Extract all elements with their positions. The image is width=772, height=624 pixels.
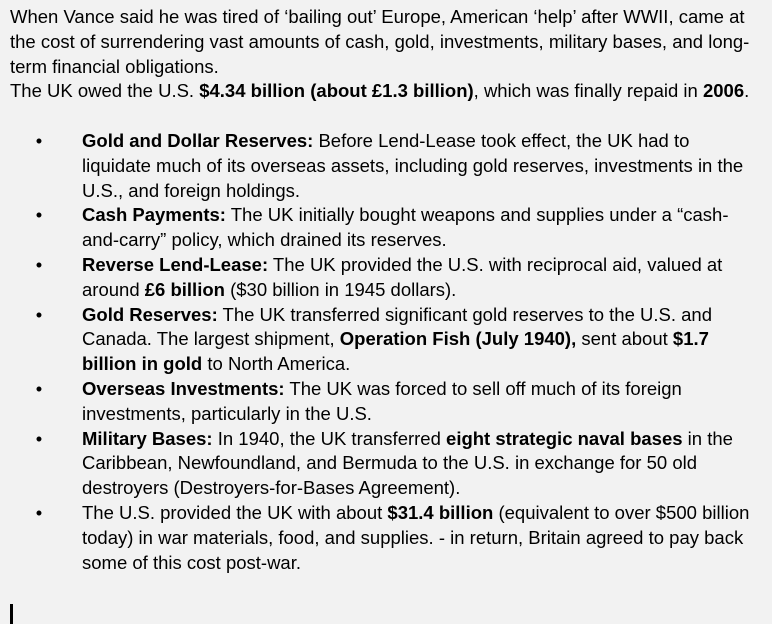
list-item-military-bases: • Military Bases: In 1940, the UK transferred eight strategic naval bases in the Caribbean, Newfoundland, and Bermuda to the U.S. in exchange for 50 old destroyers (Destroyers-for-Bases Agreement). — [35, 427, 733, 499]
bullet-icon: • — [35, 204, 43, 226]
list-item-reverse-lend-lease: • Reverse Lend-Lease: The UK provided the U.S. with reciprocal aid, valued at around £6 billion ($30 billion in 1945 dollars). — [35, 253, 723, 300]
list-item-overseas-investments: • Overseas Investments: The UK was forced to sell off much of its foreign investments, particularly in the U.S. — [35, 377, 682, 424]
intro-paragraph — [10, 5, 762, 104]
bullet-list — [10, 129, 762, 575]
intro-line-uk-debt: The UK owed the U.S. $4.34 billion (about £1.3 billion), which was finally repaid in 2006. — [10, 80, 750, 102]
bullet-icon: • — [35, 253, 43, 275]
bullet-icon: • — [35, 303, 43, 325]
list-item-gold-reserves: • Gold Reserves: The UK transferred significant gold reserves to the U.S. and Canada. The largest shipment, Operation Fish (July 1940), sent about $1.7 billion in gold to North America. — [35, 303, 713, 375]
list-item-gold-dollar-reserves: • Gold and Dollar Reserves: Before Lend-Lease took effect, the UK had to liquidate much of its overseas assets, including gold reserves, investments in the U.S., and foreign holdings. — [35, 129, 744, 201]
bullet-icon: • — [35, 427, 43, 449]
bullet-icon: • — [35, 501, 43, 523]
intro-line-vance: When Vance said he was tired of ‘bailing out’ Europe, American ‘help’ after WWII, came at the cost of surrendering vast amounts of cash, gold, investments, military bases, and long-term financial obligations. — [10, 6, 750, 77]
text-cursor — [10, 604, 13, 624]
bullet-icon: • — [35, 377, 43, 399]
list-item-war-materials: • The U.S. provided the UK with about $31.4 billion (equivalent to over $500 billion today) in war materials, food, and supplies. - in return, Britain agreed to pay back some of this cost post-war. — [35, 501, 750, 573]
bullet-icon: • — [35, 129, 43, 151]
list-item-cash-payments: • Cash Payments: The UK initially bought weapons and supplies under a “cash-and-carry” policy, which drained its reserves. — [35, 204, 729, 251]
